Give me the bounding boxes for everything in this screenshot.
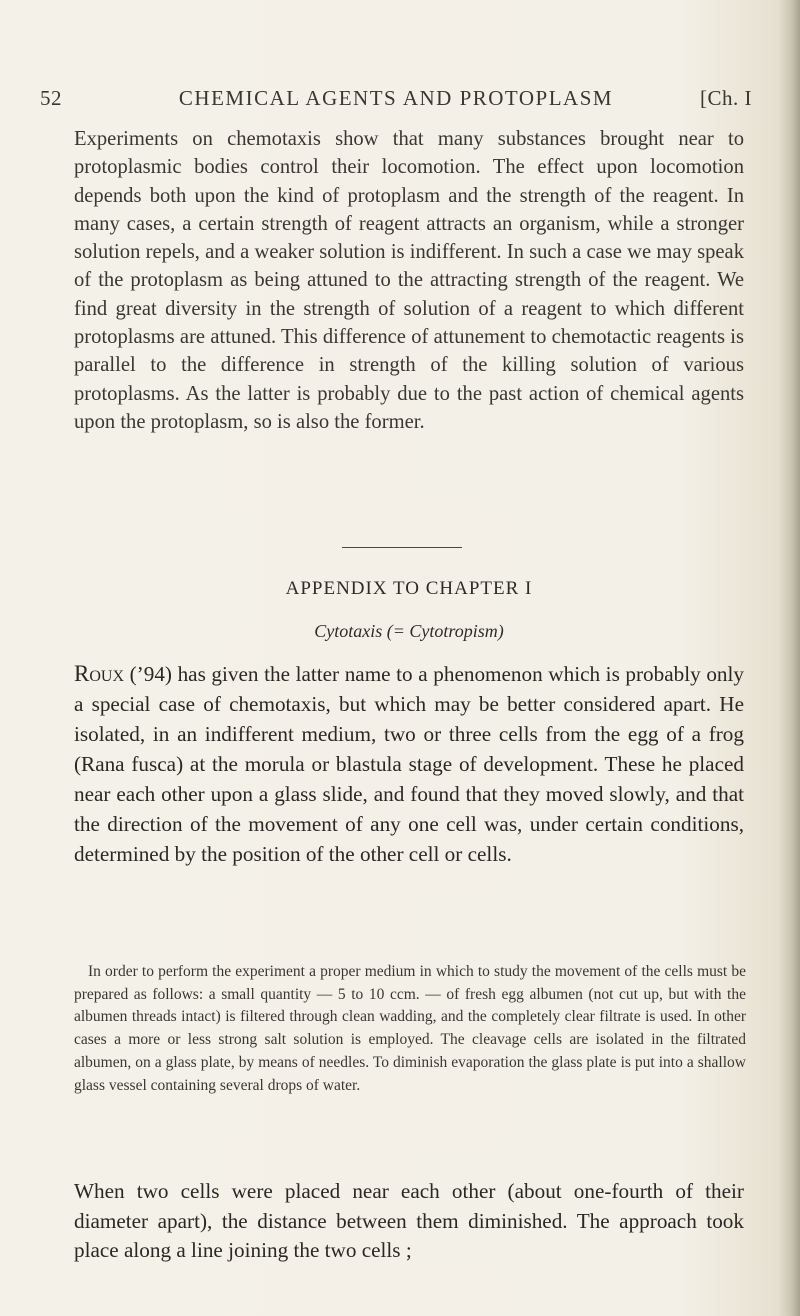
- paragraph-chemotaxis-summary: Experiments on chemotaxis show that many substances brought near to protoplasmic bodies control their locomotion. The effect upon locomotion depends both upon the kind of protoplasm and the strength of the reagent. In many cases, a certain strength of reagent attracts an organism, while a stronger solution repels, and a weaker solution is indifferent. In such a case we may speak of the protoplasm as being attuned to the attracting strength of the reagent. We find great diversity in the strength of solution of a reagent to which different protoplasms are attuned. This difference of attunement to chemotactic reagents is parallel to the difference in strength of the killing solution of various protoplasms. As the latter is probably due to the past action of chemical agents upon the protoplasm, so is also the former.: [74, 128, 744, 433]
- running-title: CHEMICAL AGENTS AND PROTOPLASM: [178, 86, 614, 110]
- appendix-heading: APPENDIX TO CHAPTER I: [285, 578, 533, 599]
- paragraph-cell-approach: When two cells were placed near each other (about one-fourth of their diameter apart), the distance between them diminished. The approach took place along a line joining the two cells ;: [74, 1179, 744, 1262]
- page-edge-shadow: [778, 0, 800, 1316]
- small-print-method-note: In order to perform the experiment a proper medium in which to study the movement of the cells must be prepared as follows: a small quantity — 5 to 10 ccm. — of fresh egg albumen (not cut up, but with the albumen threads intact) is filtered through clean wadding, and the completely clear filtrate is used. In other cases a more or less strong salt solution is employed. The cleavage cells are isolated in the filtrated albumen, on a glass plate, by means of needles. To diminish evaporation the glass plate is put into a shallow glass vessel containing several drops of water.: [74, 963, 746, 1094]
- section-divider: [342, 547, 462, 548]
- paragraph-roux: [74, 659, 744, 869]
- paragraph-roux-text: (’94) has given the latter name to a phenomenon which is probably only a special case of chemotaxis, but which may be better considered apart. He isolated, in an indifferent medium, two or three cells from the egg of a frog (Rana fusca) at the morula or blastula stage of development. These he placed near each other upon a glass slide, and found that they moved slowly, and that the direction of the movement of any one cell was, under certain conditions, determined by the position of the other cell or cells.: [74, 662, 744, 866]
- chapter-mark: [Ch. I: [700, 86, 752, 110]
- author-name-roux: Roux: [74, 661, 125, 686]
- running-head: [40, 86, 752, 120]
- page-number: 52: [40, 86, 62, 110]
- appendix-subheading: Cytotaxis (= Cytotropism): [314, 621, 504, 641]
